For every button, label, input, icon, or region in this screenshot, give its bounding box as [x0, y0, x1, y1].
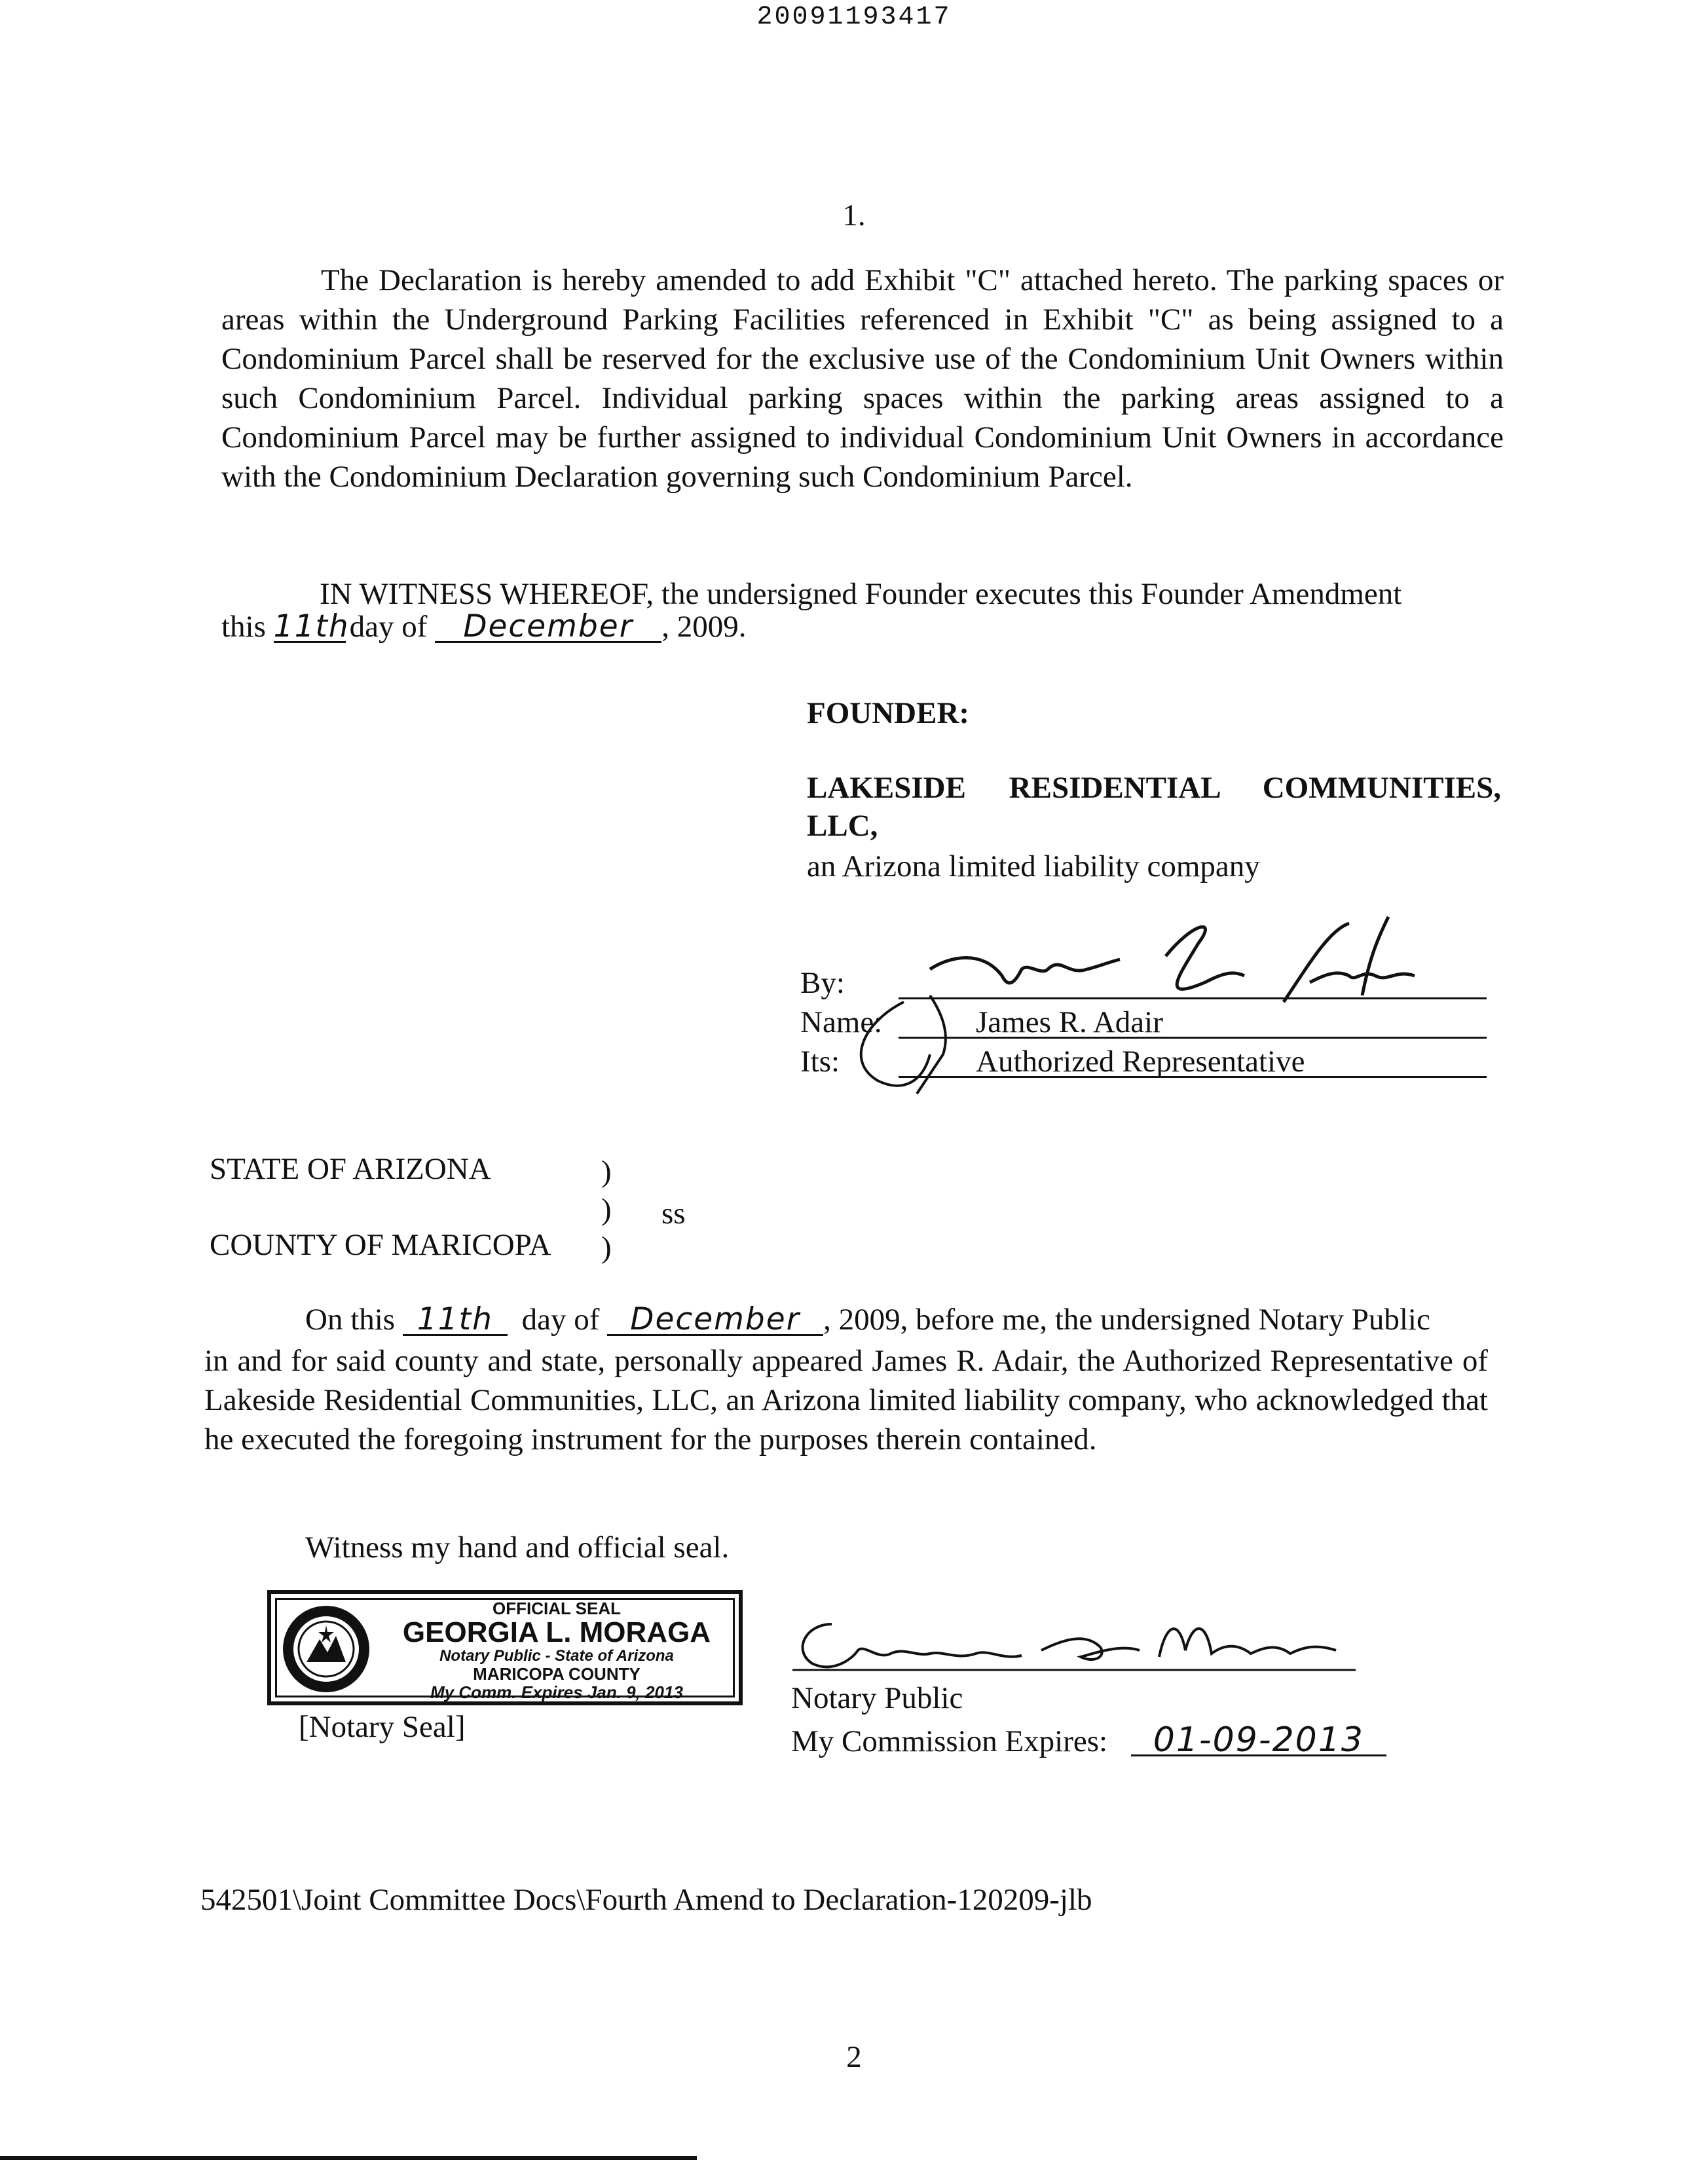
seal-line-1: OFFICIAL SEAL [492, 1599, 621, 1618]
name-label: Name: [800, 1005, 883, 1039]
venue-paren-2: ) [601, 1193, 612, 1227]
witness-line-1: IN WITNESS WHEREOF, the undersigned Founder executes this Founder Amendment [320, 577, 1402, 611]
page-number: 2 [846, 2040, 862, 2074]
commission-expires-label: My Commission Expires: [791, 1724, 1108, 1758]
notary-rest-line-1: , 2009, before me, the undersigned Notary Public [823, 1303, 1430, 1337]
notary-public-title: Notary Public [791, 1681, 963, 1715]
witness-day-of: day of [349, 610, 428, 644]
signature-its-row [800, 1044, 1487, 1081]
notary-month-field: December [607, 1305, 823, 1336]
founder-company-line-1: LAKESIDE RESIDENTIAL COMMUNITIES, [807, 771, 1501, 805]
notary-signature [792, 1598, 1356, 1690]
venue-state: STATE OF ARIZONA [210, 1152, 491, 1186]
venue-paren-1: ) [601, 1155, 612, 1189]
witness-hand-line: Witness my hand and official seal. [305, 1530, 730, 1565]
seal-line-4: MARICOPA COUNTY [473, 1664, 640, 1684]
amendment-paragraph: The Declaration is hereby amended to add Exhibit "C" attached hereto. The parking spaces or areas within the Underground Parking Facilities referenced in Exhibit "C" as being assigned to a Condominium Parcel shall be reserved for the exclusive use of the Condominium Unit Owners within such Condominium Parcel. Individual parking spaces within the parking areas assigned to a Condominium Parcel may be further assigned to individual Condominium Unit Owners in accordance with the Condominium Declaration governing such Condominium Parcel. [221, 263, 1504, 494]
seal-line-3: Notary Public - State of Arizona [439, 1647, 674, 1665]
its-label: Its: [800, 1045, 840, 1079]
notary-on-this: On this [305, 1303, 396, 1337]
notary-line-1 [305, 1302, 1430, 1337]
notary-paragraph-body: in and for said county and state, personally appeared James R. Adair, the Authorized Representative of Lakeside Residential Communities, LLC, an Arizona limited liability company, who acknowledged that he executed the foregoing instrument for the purposes therein contained. [204, 1344, 1488, 1456]
venue-ss: ss [661, 1196, 686, 1231]
witness-this: this [221, 610, 266, 644]
section-number: 1. [842, 198, 866, 232]
venue-paren-3: ) [601, 1231, 612, 1265]
notary-day-field: 11th [403, 1305, 508, 1336]
notary-day-of: day of [521, 1303, 600, 1337]
signatory-title: Authorized Representative [976, 1045, 1305, 1079]
notary-seal-caption: [Notary Seal] [299, 1710, 466, 1744]
by-signature-line [899, 997, 1487, 999]
seal-line-5: My Comm. Expires Jan. 9, 2013 [430, 1682, 683, 1702]
commission-expires-line [791, 1720, 1386, 1760]
notary-seal-stamp [267, 1590, 743, 1705]
footer-file-path: 542501\Joint Committee Docs\Fourth Amend to Declaration-120209-jlb [200, 1883, 1092, 1917]
founder-company-line-2: LLC, [807, 809, 878, 843]
witness-day-field: 11th [273, 608, 350, 644]
witness-year: , 2009. [661, 610, 747, 644]
witness-month-field: December [435, 612, 661, 643]
arizona-seal-icon [280, 1603, 372, 1695]
signatory-name: James R. Adair [976, 1005, 1163, 1039]
seal-text-block [381, 1599, 732, 1701]
bottom-rule [0, 2156, 697, 2160]
by-label: By: [800, 966, 845, 1000]
founder-company-desc: an Arizona limited liability company [807, 849, 1260, 883]
document-number: 20091193417 [756, 3, 952, 32]
signature-name-row [800, 1005, 1487, 1041]
founder-heading: FOUNDER: [807, 696, 970, 730]
signature-by-row [800, 965, 1487, 1002]
seal-line-2: GEORGIA L. MORAGA [402, 1616, 711, 1648]
witness-line-2 [221, 609, 746, 644]
venue-county: COUNTY OF MARICOPA [210, 1228, 551, 1262]
commission-expires-field: 01-09-2013 [1131, 1726, 1386, 1756]
